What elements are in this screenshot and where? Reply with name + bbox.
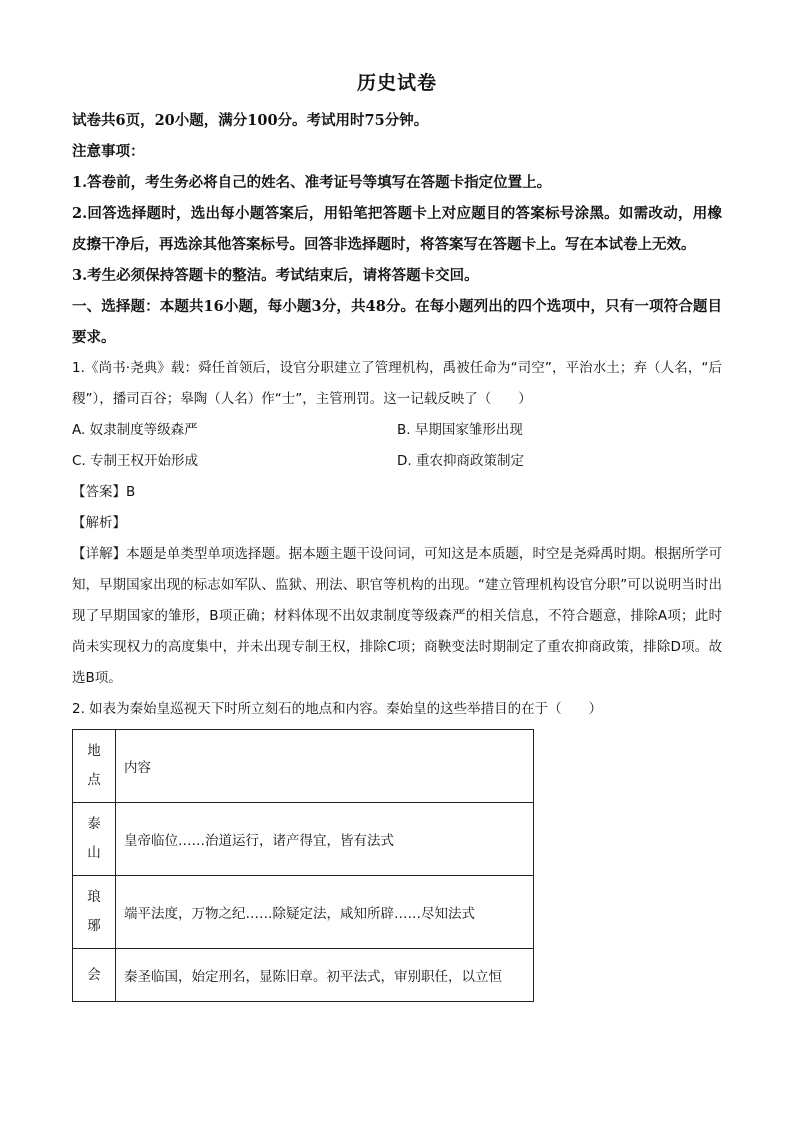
answer-value: B — [126, 484, 136, 500]
exam-intro: 试卷共6页，20小题，满分100分。考试用时75分钟。 — [72, 112, 429, 129]
option-d: D. 重农抑商政策制定 — [397, 453, 524, 469]
note-2: 2.回答选择题时，选出每小题答案后，用铅笔把答题卡上对应题目的答案标号涂黑。如需改动，用橡皮擦干净后，再选涂其他答案标号。回答非选择题时，将答案写在答题卡上。写在本试卷上无效。 — [72, 205, 722, 253]
question-2-stem: 2. 如表为秦始皇巡视天下时所立刻石的地点和内容。秦始皇的这些举措目的在于（ ） — [72, 701, 603, 717]
answer-tag: 【答案】 — [72, 484, 126, 500]
header-place-text — [81, 737, 107, 795]
place-text — [81, 810, 107, 868]
exam-page — [72, 64, 722, 1002]
place-char: 会 — [87, 966, 101, 983]
place-char: 山 — [87, 845, 101, 861]
detail-tag: 【详解】 — [72, 546, 127, 562]
notes-heading: 注意事项： — [72, 143, 145, 160]
place-cell — [73, 876, 116, 949]
option-a: A. 奴隶制度等级森严 — [72, 422, 198, 438]
header-place-cell — [73, 730, 116, 803]
option-b: B. 早期国家雏形出现 — [397, 422, 523, 438]
place-char: 琊 — [87, 918, 101, 934]
stone-inscription-table — [72, 729, 534, 1002]
question-1-options — [72, 415, 722, 477]
detail-paragraph — [72, 539, 722, 694]
content-cell: 端平法度，万物之纪……除疑定法，咸知所辟……尽知法式 — [116, 876, 534, 949]
header-content-cell: 内容 — [116, 730, 534, 803]
place-char: 琅 — [87, 889, 101, 905]
content-cell: 皇帝临位……治道运行，诸产得宜，皆有法式 — [116, 803, 534, 876]
place-cell — [73, 949, 116, 1002]
place-char: 泰 — [87, 816, 101, 832]
answer-line — [72, 477, 722, 508]
section-heading: 一、选择题：本题共16小题，每小题3分，共48分。在每小题列出的四个选项中，只有一项符合题目要求。 — [72, 298, 722, 346]
option-c: C. 专制王权开始形成 — [72, 453, 199, 469]
place-text — [81, 961, 107, 990]
place-char: 点 — [87, 772, 101, 788]
note-1: 1.答卷前，考生务必将自己的姓名、准考证号等填写在答题卡指定位置上。 — [72, 174, 552, 191]
place-text — [81, 883, 107, 941]
analysis-tag: 【解析】 — [72, 515, 126, 531]
content-cell: 秦圣临国，始定刑名，显陈旧章。初平法式，审别职任，以立恒 — [116, 949, 534, 1002]
place-char: 地 — [87, 743, 101, 759]
table-row — [73, 803, 534, 876]
table-header-row — [73, 730, 534, 803]
place-cell — [73, 803, 116, 876]
table-row — [73, 949, 534, 1002]
detail-text: 本题是单类型单项选择题。据本题主题干设问词，可知这是本质题，时空是尧舜禹时期。根据所学可知，早期国家出现的标志如军队、监狱、刑法、职官等机构的出现。“建立管理机构设官分职”可以说明当时出现了早期国家的雏形，B项正确；材料体现不出奴隶制度等级森严的相关信息，不符合题意，排除A项；此时尚未实现权力的高度集中，并未出现专制王权，排除C项；商鞅变法时期制定了重农抑商政策，排除D项。故选B项。 — [72, 546, 723, 686]
page-title: 历史试卷 — [356, 72, 437, 94]
table-row — [73, 876, 534, 949]
note-3: 3.考生必须保持答题卡的整洁。考试结束后，请将答题卡交回。 — [72, 267, 479, 284]
question-1-stem: 1.《尚书·尧典》载：舜任首领后，设官分职建立了管理机构，禹被任命为“司空”，平治水土；弃（人名，“后稷”），播司百谷；皋陶（人名）作“士”，主管刑罚。这一记载反映了（ ） — [72, 360, 722, 407]
